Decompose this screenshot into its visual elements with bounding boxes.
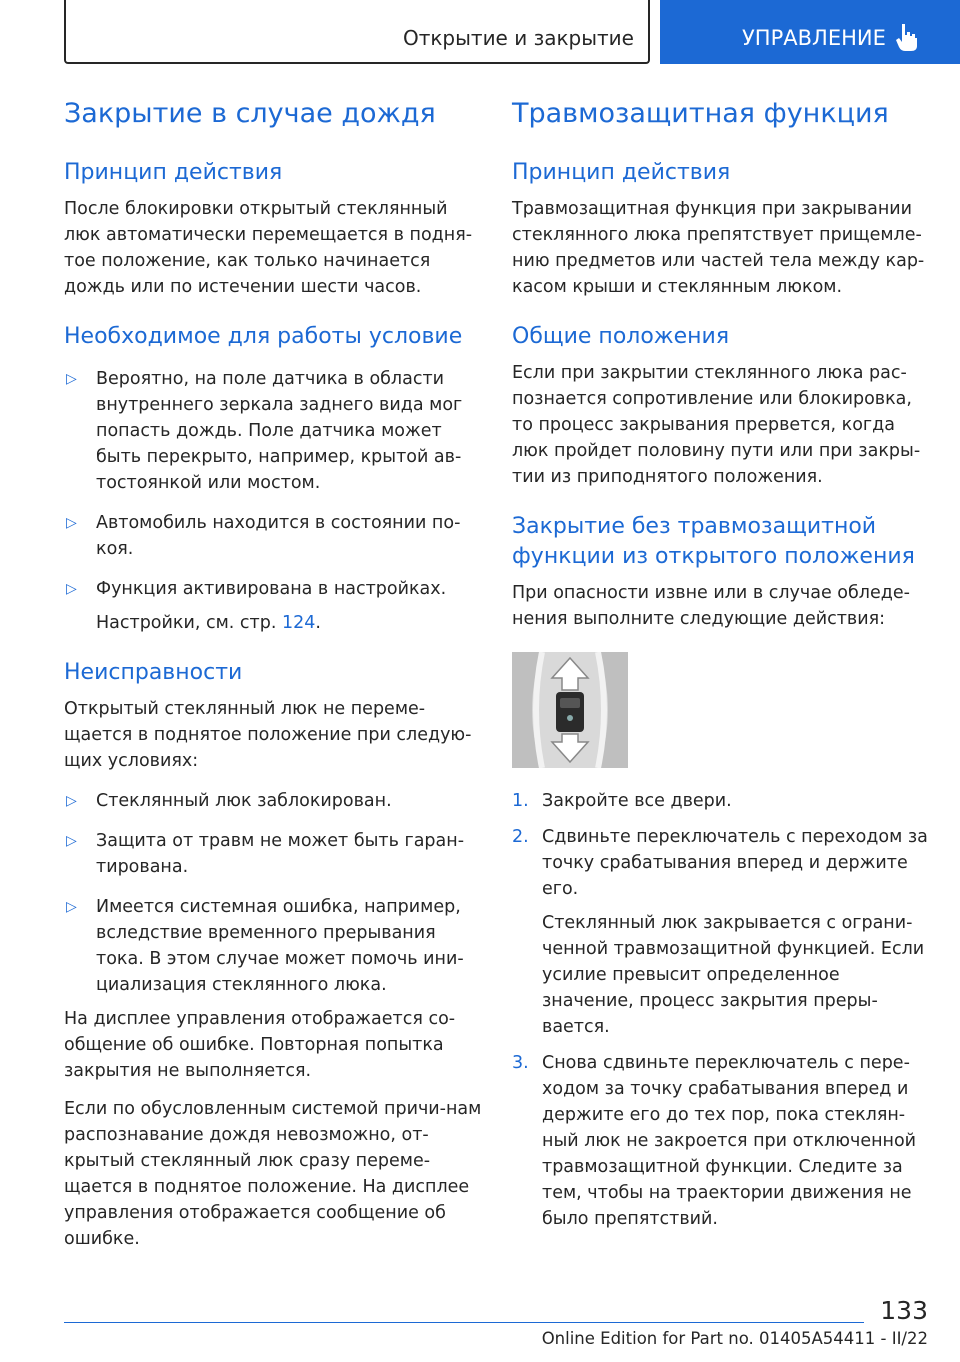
rain-closing-title: Закрытие в случае дождя [64,98,436,129]
principle-text: Травмозащитная функция при закрывании стеклянного люка препятствует прищемле-нию предметов или частей тела между кар-касом крыши и стеклянным люком. [512,199,925,297]
page-link[interactable]: 124 [281,613,316,633]
left-column [64,96,484,1252]
faults-intro: Открытый стеклянный люк не переме-щается в поднятое положение при следую-щих условиях: [64,699,472,771]
right-column [512,96,932,1242]
chapter-title: УПРАВЛЕНИЕ [742,26,886,50]
edition-footer: Online Edition for Part no. 01405A54411 - II/22 [541,1329,928,1348]
principle-text: После блокировки открытый стеклянный люк автоматически перемещается в подня-тое положение, как только начинается дождь или по истечении шести часов. [64,199,473,297]
list-item: ▷ Стеклянный люк заблокирован. [64,788,484,814]
conditions-list [64,366,484,602]
list-item: ▷ Функция активирована в настройках. [64,576,484,602]
bullet-triangle-icon: ▷ [66,793,77,809]
settings-reference: Настройки, см. стр. 124. [96,613,321,633]
sunroof-switch-image [512,652,628,768]
page-number: 133 [880,1296,928,1325]
list-item: ▷ Автомобиль находится в состоянии по-коя. [64,510,484,562]
section-title: Открытие и закрытие [402,26,634,50]
faults-paragraph: На дисплее управления отображается со-общение об ошибке. Повторная попытка закрытия не выполняется. [64,1009,456,1081]
override-heading: Закрытие без травмозащитной функции из открытого положения [512,514,915,569]
list-item: 3. Снова сдвиньте переключатель с пере-ходом за точку срабатывания вперед и держите его до тех пор, пока стеклян-ный люк не закроется при отключенной травмозащитной функции. Следите за тем, чтобы на траектории движения не было препятствий. [512,1053,917,1229]
anti-trap-title: Травмозащитная функция [512,98,889,129]
footer-divider [64,1322,864,1323]
override-intro: При опасности извне или в случае обледе-нения выполните следующие действия: [512,583,910,629]
list-item: ▷ Защита от травм не может быть гаран-тирована. [64,828,484,880]
list-item: ▷ Вероятно, на поле датчика в области внутреннего зеркала заднего вида мог попасть дождь. Поле датчика может быть перекрыто, например, крытой ав-тостоянкой или мостом. [64,366,484,496]
list-item: 2. Сдвиньте переключатель с переходом за точку срабатывания вперед и держите его. Стеклянный люк закрывается с ограни-ченной травмозащитной функцией. Если усилие превысит определенное значение, процесс закрытия преры-вается. [512,824,932,1040]
bullet-triangle-icon: ▷ [66,581,77,597]
section-header [64,0,650,64]
principle-heading: Принцип действия [512,160,731,185]
bullet-triangle-icon: ▷ [66,515,77,531]
bullet-triangle-icon: ▷ [66,371,77,387]
faults-heading: Неисправности [64,660,243,685]
general-heading: Общие положения [512,324,730,349]
list-item: 1. Закройте все двери. [512,791,732,811]
step-note: Стеклянный люк закрывается с ограни-ченной травмозащитной функцией. Если усилие превысит определенное значение, процесс закрытия преры-вается. [542,913,925,1037]
faults-paragraph: Если по обусловленным системой причи-нам распознавание дождя невозможно, от-крытый стеклянный люк сразу переме-щается в поднятое положение. На дисплее управления отображается сообщение об ошибке. [64,1099,482,1249]
steps-list [512,788,932,1232]
general-text: Если при закрытии стеклянного люка рас-познается сопротивление или блокировка, то процесс закрывания прервется, когда люк пройдет половину пути или при закры-тии из приподнятого положения. [512,363,921,487]
faults-list [64,788,484,998]
principle-heading: Принцип действия [64,160,283,185]
list-item: ▷ Имеется системная ошибка, например, вследствие временного прерывания тока. В этом случае может помочь ини-циализация стеклянного люка. [64,894,484,998]
bullet-triangle-icon: ▷ [66,899,77,915]
chapter-tab [660,0,960,64]
conditions-heading: Необходимое для работы условие [64,324,463,349]
bullet-triangle-icon: ▷ [66,833,77,849]
hand-pointer-icon [895,22,919,52]
